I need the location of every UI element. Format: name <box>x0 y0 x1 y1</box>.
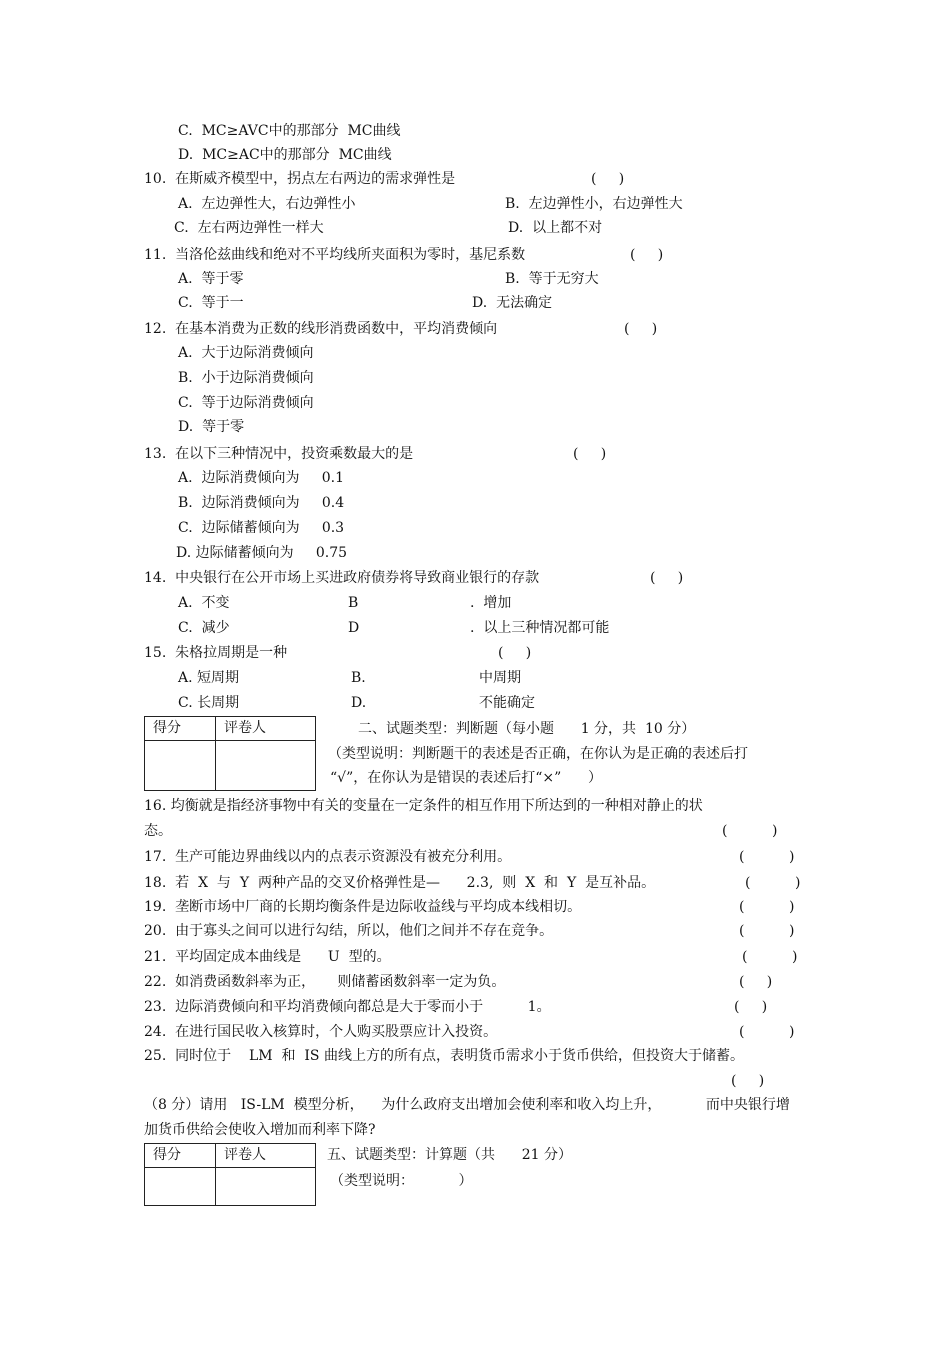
q22-stem: 22. 如消费函数斜率为正， 则储蓄函数斜率一定为负。 <box>144 974 506 990</box>
section2-note-line2: “√”，在你认为是错误的表述后打“×” ） <box>330 770 602 786</box>
q10-stem: 10. 在斯威齐模型中，拐点左右两边的需求弹性是 <box>144 171 456 187</box>
q21-answer-paren: ( ) <box>742 949 798 965</box>
q10-answer-paren: ( ) <box>591 171 625 187</box>
q22-answer-paren: ( ) <box>739 974 773 990</box>
q14-option-d-letter: D <box>348 620 360 636</box>
q20-answer-paren: ( ) <box>739 923 795 939</box>
q9-option-c: C. MC≥AVC中的那部分 MC曲线 <box>178 123 401 139</box>
q11-option-d: D. 无法确定 <box>472 295 553 311</box>
q17-answer-paren: ( ) <box>739 849 795 865</box>
q11-answer-paren: ( ) <box>630 247 664 263</box>
q13-option-d: D. 边际储蓄倾向为 0.75 <box>176 545 348 561</box>
q10-option-c: C. 左右两边弹性一样大 <box>174 220 324 236</box>
q12-option-b: B. 小于边际消费倾向 <box>178 370 314 386</box>
q9-option-d: D. MC≥AC中的那部分 MC曲线 <box>178 147 392 163</box>
q15-option-b-letter: B. <box>351 670 366 686</box>
grader-cell[interactable] <box>216 741 316 791</box>
q23-answer-paren: ( ) <box>734 999 768 1015</box>
q13-stem: 13. 在以下三种情况中，投资乘数最大的是 <box>144 446 414 462</box>
q13-option-c: C. 边际储蓄倾向为 0.3 <box>178 520 345 536</box>
q21-stem: 21. 平均固定成本曲线是 U 型的。 <box>144 949 391 965</box>
q11-option-b: B. 等于无穷大 <box>505 271 599 287</box>
q13-option-b: B. 边际消费倾向为 0.4 <box>178 495 345 511</box>
q14-option-c: C. 减少 <box>178 620 230 636</box>
q17-stem: 17. 生产可能边界曲线以内的点表示资源没有被充分利用。 <box>144 849 512 865</box>
essay-question-line2: 加货币供给会使收入增加而利率下降? <box>144 1122 376 1138</box>
grader-cell[interactable] <box>216 1168 316 1206</box>
essay-question-line1: （8 分）请用 IS-LM 模型分析， 为什么政府支出增加会使利率和收入均上升， 而中央银行增 <box>144 1097 790 1113</box>
q10-option-a: A. 左边弹性大，右边弹性小 <box>178 196 356 212</box>
q14-option-a: A. 不变 <box>178 595 230 611</box>
q24-stem: 24. 在进行国民收入核算时，个人购买股票应计入投资。 <box>144 1024 498 1040</box>
score-table-section5 <box>144 1143 316 1206</box>
grader-header: 评卷人 <box>216 717 316 741</box>
q14-answer-paren: ( ) <box>650 570 684 586</box>
grader-header: 评卷人 <box>216 1144 316 1168</box>
q19-answer-paren: ( ) <box>739 899 795 915</box>
q15-option-c: C. 长周期 <box>178 695 240 711</box>
q25-stem: 25. 同时位于 LM 和 IS 曲线上方的所有点，表明货币需求小于货币供给，但投资大于储蓄。 <box>144 1048 744 1064</box>
section2-note-line1: （类型说明：判断题干的表述是否正确，在你认为是正确的表述后打 <box>328 746 748 762</box>
q15-answer-paren: ( ) <box>498 645 532 661</box>
score-cell[interactable] <box>145 1168 216 1206</box>
q10-option-b: B. 左边弹性小，右边弹性大 <box>505 196 683 212</box>
q12-option-a: A. 大于边际消费倾向 <box>178 345 314 361</box>
q25-answer-paren: ( ) <box>731 1073 765 1089</box>
q19-stem: 19. 垄断市场中厂商的长期均衡条件是边际收益线与平均成本线相切。 <box>144 899 582 915</box>
q23-stem: 23. 边际消费倾向和平均消费倾向都总是大于零而小于 1。 <box>144 999 551 1015</box>
q14-option-b-letter: B <box>348 595 359 611</box>
score-table-section2 <box>144 716 316 791</box>
q13-option-a: A. 边际消费倾向为 0.1 <box>178 470 344 486</box>
q15-option-d-text: 不能确定 <box>479 695 535 711</box>
q14-option-d-text: . 以上三种情况都可能 <box>470 620 610 636</box>
q11-option-c: C. 等于一 <box>178 295 244 311</box>
section2-title: 二、试题类型：判断题（每小题 1 分，共 10 分） <box>358 721 696 737</box>
q11-stem: 11. 当洛伦兹曲线和绝对不平均线所夹面积为零时，基尼系数 <box>144 247 526 263</box>
q15-stem: 15. 朱格拉周期是一种 <box>144 645 288 661</box>
q18-stem: 18. 若 X 与 Y 两种产品的交叉价格弹性是— 2.3, 则 X 和 Y 是互补品。 <box>144 875 656 891</box>
score-header: 得分 <box>145 717 216 741</box>
q14-stem: 14. 中央银行在公开市场上买进政府债券将导致商业银行的存款 <box>144 570 540 586</box>
q16-answer-paren: ( ) <box>722 823 778 839</box>
q16-line2: 态。 <box>144 823 172 839</box>
q16-line1: 16. 均衡就是指经济事物中有关的变量在一定条件的相互作用下所达到的一种相对静止的状 <box>144 798 703 814</box>
q20-stem: 20. 由于寡头之间可以进行勾结，所以，他们之间并不存在竞争。 <box>144 923 554 939</box>
q12-option-d: D. 等于零 <box>178 419 245 435</box>
score-cell[interactable] <box>145 741 216 791</box>
section5-note: （类型说明： ） <box>330 1173 473 1189</box>
section5-title: 五、试题类型：计算题（共 21 分） <box>327 1147 572 1163</box>
score-header: 得分 <box>145 1144 216 1168</box>
q12-stem: 12. 在基本消费为正数的线形消费函数中，平均消费倾向 <box>144 321 498 337</box>
q10-option-d: D. 以上都不对 <box>508 220 603 236</box>
q24-answer-paren: ( ) <box>739 1024 795 1040</box>
q11-option-a: A. 等于零 <box>178 271 244 287</box>
q12-option-c: C. 等于边际消费倾向 <box>178 395 314 411</box>
q14-option-b-text: . 增加 <box>470 595 512 611</box>
q12-answer-paren: ( ) <box>624 321 658 337</box>
q15-option-d-letter: D. <box>351 695 367 711</box>
q15-option-a: A. 短周期 <box>178 670 240 686</box>
q18-answer-paren: ( ) <box>745 875 801 891</box>
q15-option-b-text: 中周期 <box>479 670 521 686</box>
q13-answer-paren: ( ) <box>573 446 607 462</box>
